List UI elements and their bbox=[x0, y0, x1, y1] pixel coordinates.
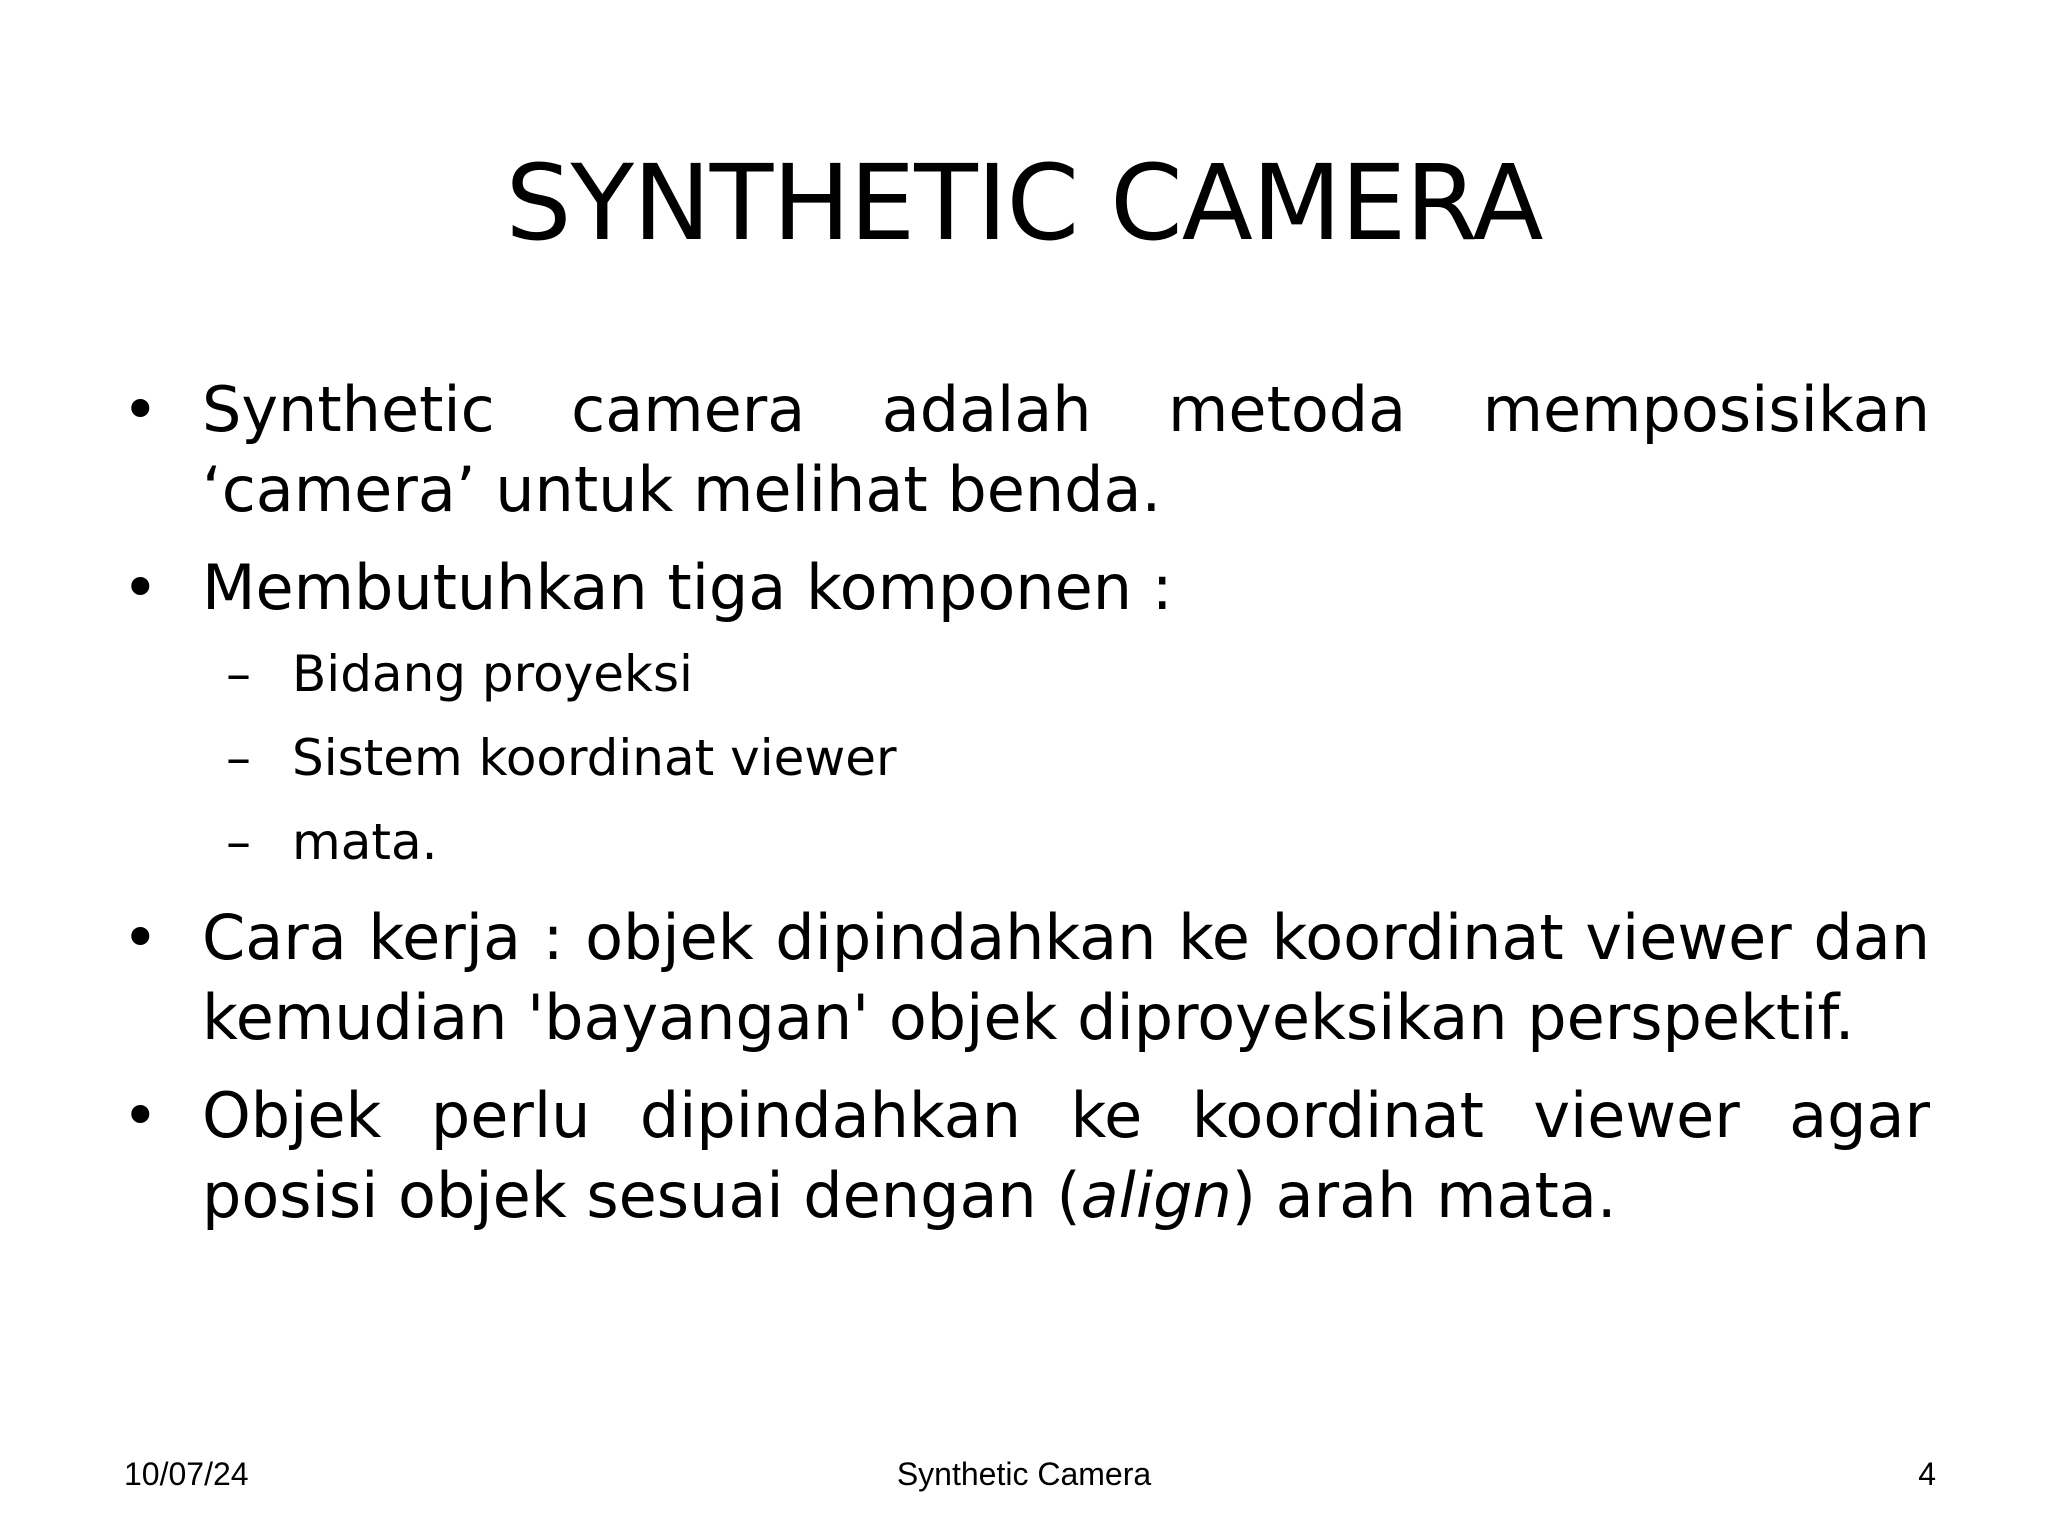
slide-content bbox=[120, 370, 1930, 1254]
bullet-marker: • bbox=[122, 373, 159, 446]
bullet-text: Cara kerja : objek dipindahkan ke koordinat viewer dan kemudian 'bayangan' objek diproyeksikan perspektif. bbox=[202, 901, 1930, 1054]
bullet-marker: • bbox=[122, 551, 159, 624]
sub-item bbox=[120, 632, 1930, 716]
footer-title: Synthetic Camera bbox=[896, 1456, 1152, 1492]
bullet-text-italic: align bbox=[1080, 1159, 1232, 1232]
bullet-text-after: ) arah mata. bbox=[1231, 1159, 1617, 1232]
slide-title: SYNTHETIC CAMERA bbox=[505, 142, 1543, 264]
sub-list bbox=[120, 632, 1930, 884]
bullet-item bbox=[120, 548, 1930, 628]
bullet-marker: • bbox=[122, 901, 159, 974]
bullet-item bbox=[120, 898, 1930, 1058]
bullet-text: Membutuhkan tiga komponen : bbox=[202, 551, 1173, 624]
bullet-marker: • bbox=[122, 1079, 159, 1152]
bullet-item bbox=[120, 370, 1930, 530]
bullet-item bbox=[120, 1076, 1930, 1236]
footer-page-number: 4 bbox=[1918, 1456, 1936, 1492]
sub-item-text: Bidang proyeksi bbox=[292, 645, 693, 703]
sub-item-text: Sistem koordinat viewer bbox=[292, 729, 897, 787]
bullet-text: Synthetic camera adalah metoda memposisikan ‘camera’ untuk melihat benda. bbox=[202, 373, 1930, 526]
sub-marker: – bbox=[226, 813, 251, 871]
bullet-text-before: Objek perlu dipindahkan ke koordinat viewer agar posisi objek sesuai dengan ( bbox=[202, 1079, 1930, 1232]
sub-marker: – bbox=[226, 645, 251, 703]
footer-date: 10/07/24 bbox=[124, 1456, 249, 1492]
sub-item bbox=[120, 800, 1930, 884]
sub-item bbox=[120, 716, 1930, 800]
sub-marker: – bbox=[226, 729, 251, 787]
sub-item-text: mata. bbox=[292, 813, 438, 871]
